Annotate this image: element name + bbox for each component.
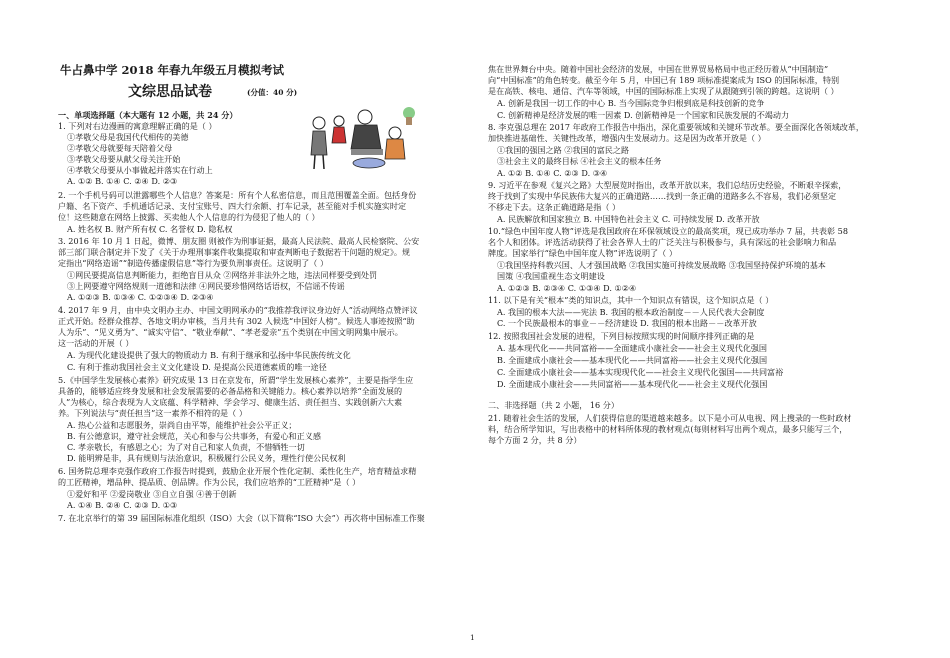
text-line: 6. 国务院总理李克强作政府工作报告时提到，鼓励企业开展个性化定制、柔性化生产，培育精益求精 [58,466,417,476]
text-line: 7. 在北京举行的第 39 届国际标准化组织（ISO）大会（以下简称“ISO 大会”）再次将中国标准工作聚 [58,513,425,523]
text-line: 的工匠精神，增品种、提品质、创品牌。作为公民，我们应培养的“工匠精神”是（ ） [58,477,361,487]
text-line: B. 全面建成小康社会——基本现代化——共同富裕——社会主义现代化强国 [497,355,768,365]
text-line: 人为乐”、“见义勇为”、“诚实守信”、“敬业奉献”、“孝老爱亲”五个类别在中国文明网集中展示。 [58,327,403,337]
text-line: 向“中国标准”的角色转变。截至今年 5 月，中国已有 189 项标准提案成为 ISO 的国际标准，特别 [488,75,840,85]
text-line: A. 为现代化建设提供了强大的物质动力 B. 有利于继承和弘扬中华民族传统文化 [67,350,351,360]
text-line: D. 全面建成小康社会——共同富裕——基本现代化——社会主义现代化强国 [497,379,768,389]
text-line: 户籍、名下资产、手机通话记录、支付宝账号、四大行余额、打车记录，甚至能对手机实施实时定 [58,201,407,211]
text-line: 名个人和团体。评选活动获得了社会各界人士的广泛关注与积极参与，具有深远的社会影响力和品 [488,237,837,247]
text-line: 部三部门联合制定并下发了《关于办理刑事案件收集提取和审查判断电子数据若干问题的规定》。规 [58,247,411,257]
text-line: C. 创新精神是经济发展的唯一因素 D. 创新精神是一个国家和民族发展的不竭动力 [497,110,790,120]
family-cartoon-icon [305,103,417,173]
text-line: 不移走下去。这条正确道路是指（ ） [488,202,621,212]
text-line: A. 姓名权 B. 财产所有权 C. 名誉权 D. 隐私权 [67,224,233,234]
text-line: ①孝敬父母是我国代代相传的美德 [67,132,189,142]
text-line: 5.《中国学生发展核心素养》研究成果 13 日在京发布，所谓“学生发展核心素养”，主要是指学生应 [58,375,414,385]
text-line: A. 我国的根本大法——宪法 B. 我国的根本政治制度－－人民代表大会制度 [497,307,765,317]
text-line: A. ①② B. ①④ C. ②③ D. ③④ [497,168,608,178]
text-line: ③上网要遵守网络规则一道德和法律 ④网民要珍惜网络话语权，不信谣不传谣 [67,281,345,291]
text-line: ①我国坚持科教兴国、人才强国战略 ②我国实施可持续发展战略 ③我国坚持保护环境的基本 [497,260,826,270]
text-line: 是在高铁、核电、通信、汽车等领域，中国的国际标准上实现了从跟随到引领的跨越。这说明（ ） [488,86,839,96]
text-line: D. 能明辨是非，具有规则与法治意识，积极履行公民义务，理性行使公民权利 [67,453,346,463]
text-line: 12. 按照我国社会发展的进程，下列目标按照实现的时间顺序排列正确的是 [488,331,755,341]
text-line: 位！这些随意在网络上披露、买卖他人个人信息的行为侵犯了他人的（ ） [58,212,320,222]
text-line: 4. 2017 年 9 月，由中央文明办主办、中国文明网承办的“我推荐我评议身边好人”活动网络点赞评议 [58,305,418,315]
text-line: 每个方面 2 分，共 8 分） [488,435,582,445]
text-line: 21. 随着社会生活的发展，人们获得信息的渠道越来越多。以下是小可从电视、网上搜录的一些时政材 [488,413,852,423]
text-line: 8. 李克强总理在 2017 年政府工作报告中指出，深化重要领域和关键环节改革。要全面深化各领域改革， [488,122,864,132]
text-line: 国策 ④我国重视生态文明建设 [497,271,605,281]
text-line: 人”为核心，综合表现为人文底蕴、科学精神、学会学习、健康生活、责任担当、实践创新六大素 [58,397,403,407]
text-line: A. 民族解放和国家独立 B. 中国特色社会主义 C. 可持续发展 D. 改革开放 [497,214,760,224]
score-note: (分值：40 分) [247,88,298,97]
text-line: 2. 一个手机号码可以泄露哪些个人信息？答案是：所有个人私密信息，而且范围覆盖全面。包括身份 [58,190,417,200]
text-line: A. 创新是我国一切工作的中心 B. 当今国际竞争归根到底是科技创新的竞争 [497,98,765,108]
text-line: 定指出“网络造谣”“制造传播虚假信息”等行为要负刑事责任。这说明了（ ） [58,258,329,268]
text-line: 焦在世界舞台中央。随着中国社会经济的发展，中国在世界贸易格局中也正经历着从“中国制造” [488,64,829,74]
text-line: C. 有利于推动我国社会主义文化建设 D. 是提高公民道德素质的唯一途径 [67,362,327,372]
text-line: 养。下列说法与“责任担当”这一素养不相符的是（ ） [58,408,247,418]
text-line: 加快推进基础性、关键性改革，增强内生发展动力。这是因为改革开放是（ ） [488,133,766,143]
text-line: 11. 以下是有关“根本”类的知识点，其中一个知识点有错误，这个知识点是（ ） [488,295,774,305]
text-line: 二、非选择题（共 2 小题， 16 分） [488,400,619,410]
text-line: C. 一个民族最根本的事业－－经济建设 D. 我国的根本出路－－改革开放 [497,318,757,328]
text-line: 9. 习近平在参观《复兴之路》大型展览时指出，改革开放以来，我们总结历史经验，不断艰辛探索， [488,180,847,190]
text-line: 终于找到了实现中华民族伟大复兴的正确道路……找到一条正确的道路多么不容易，我们必须坚定 [488,191,837,201]
subject-title: 文综思品试卷 [128,84,212,100]
text-line: 正式开始。经群众推荐、各地文明办审核，当月共有 302 人候选“中国好人榜”。候选人事迹按照“助 [58,316,415,326]
text-line: ①网民要提高信息判断能力，拒绝盲目从众 ②网络并非法外之地，违法同样要受到处罚 [67,270,378,280]
text-line: A. 基本现代化——共同富裕——全面建成小康社会——社会主义现代化强国 [497,343,767,353]
text-line: A. ①②③ B. ①③④ C. ①②③④ D. ②③④ [67,292,214,302]
section-heading: 一、单项选择题（本大题有 12 小题，共 24 分） [58,110,238,120]
text-line: 料，结合所学知识，写出表格中的材料所体现的教材观点(每则材料写出两个观点，最多只能写三个， [488,424,848,434]
page-number: 1 [470,633,475,642]
text-line: A. ①② B. ①④ C. ②④ D. ②③ [67,176,178,186]
text-line: A. 热心公益和志愿服务，崇尚自由平等，能维护社会公平正义； [67,420,297,430]
text-line: 10.“绿色中国年度人物”评选是我国政府在环保领域设立的最高奖项，现已成功举办 7 届，共表彰 58 [488,226,848,236]
text-line: ③孝敬父母要从献父母关注开始 [67,154,181,164]
text-line: 牌度。国家举行“绿色中国年度人物”评选说明了（ ） [488,248,677,258]
text-line: ②孝敬父母就要每天陪着父母 [67,143,173,153]
text-line: ③社会主义的最终目标 ④社会主义的根本任务 [497,156,662,166]
text-line: B. 有公德意识，遵守社会规范，关心和参与公共事务，有爱心和正义感 [67,431,321,441]
text-line: ①爱好和平 ②爱岗敬业 ③自立自强 ④善于创新 [67,489,237,499]
text-line: ①我国的强国之路 ②我国的富民之路 [497,145,630,155]
text-line: ④孝敬父母要从小事做起并落实在行动上 [67,165,213,175]
text-line: C. 孝亲敬长，有感恩之心；为了对自己和家人负责，不惜牺牲一切 [67,442,305,452]
text-line: 3. 2016 年 10 月 1 日起，微博、朋友圈 则被作为刑事证据，最高人民法院、最高人民检察院、公安 [58,236,420,246]
exam-title: 牛占鼻中学 2018 年春九年级五月模拟考试 [60,63,285,77]
text-line: A. ①④ B. ②④ C. ②③ D. ①③ [67,500,178,510]
text-line: C. 全面建成小康社会——基本实现现代化——社会主义现代化强国——共同富裕 [497,367,784,377]
text-line: A. ①②③ B. ②③④ C. ①③④ D. ①②④ [497,283,637,293]
text-line: 具备的，能够适应终身发展和社会发展需要的必备品格和关键能力。核心素养以培养“全面发展的 [58,386,403,396]
text-line: 这一活动的开展（ ） [58,338,134,348]
text-line: 1. 下列对右边漫画的寓意理解正确的是（ ） [58,121,217,131]
